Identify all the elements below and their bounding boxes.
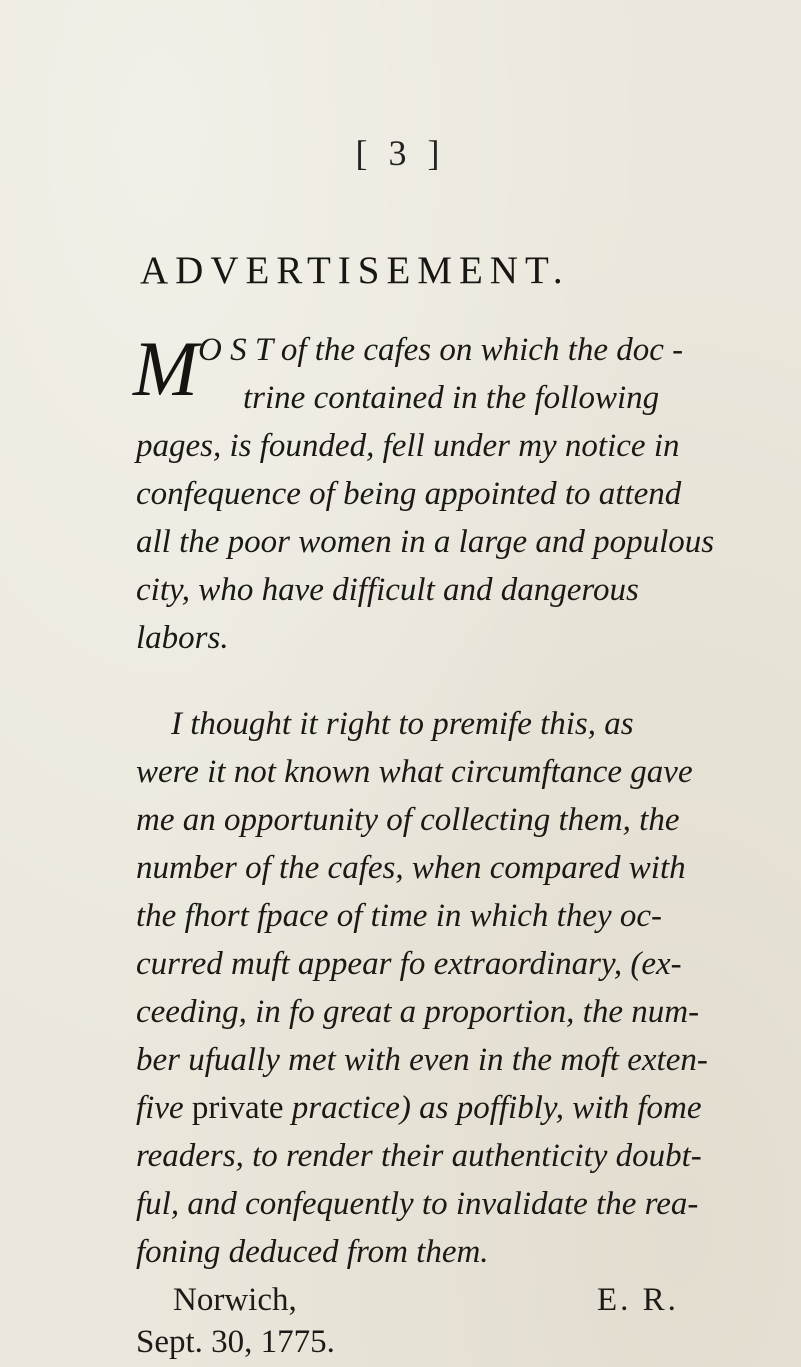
text-line: all the poor women in a large and populous xyxy=(136,524,715,560)
text-line xyxy=(136,1090,701,1127)
text-line: me an opportunity of collecting them, the xyxy=(136,802,680,838)
text-line: trine contained in the following xyxy=(243,380,660,416)
text-line: labors. xyxy=(136,620,229,656)
drop-cap: M xyxy=(133,325,198,412)
text-segment: practice) as poffibly, with fome xyxy=(283,1090,702,1126)
text-line: number of the cafes, when compared with xyxy=(136,850,686,886)
text-line: ber ufually met with even in the moft exten- xyxy=(136,1042,708,1078)
text-line: curred muft appear fo extraordinary, (ex- xyxy=(136,946,682,982)
signature-date: Sept. 30, 1775. xyxy=(136,1324,335,1360)
signature-initials: E. R. xyxy=(597,1282,679,1318)
page-number: [ 3 ] xyxy=(355,133,446,173)
text-segment: five xyxy=(136,1090,192,1126)
text-line: confequence of being appointed to attend xyxy=(136,476,682,512)
text-line: the fhort fpace of time in which they oc- xyxy=(136,898,663,934)
signature-place: Norwich, xyxy=(173,1282,297,1318)
text-line: ceeding, in fo great a proportion, the num- xyxy=(136,994,700,1030)
text-line: foning deduced from them. xyxy=(136,1234,489,1270)
text-line: I thought it right to premife this, as xyxy=(171,706,634,742)
page-heading: ADVERTISEMENT. xyxy=(140,249,570,292)
text-segment-upright: private xyxy=(191,1090,284,1126)
text-line: were it not known what circumftance gave xyxy=(136,754,693,790)
text-line: readers, to render their authenticity doubt- xyxy=(136,1138,702,1174)
text-line: O S T of the cafes on which the doc - xyxy=(198,332,684,368)
text-line: city, who have difficult and dangerous xyxy=(136,572,639,608)
text-line: pages, is founded, fell under my notice in xyxy=(136,428,680,464)
text-line: ful, and confequently to invalidate the rea- xyxy=(136,1186,699,1222)
